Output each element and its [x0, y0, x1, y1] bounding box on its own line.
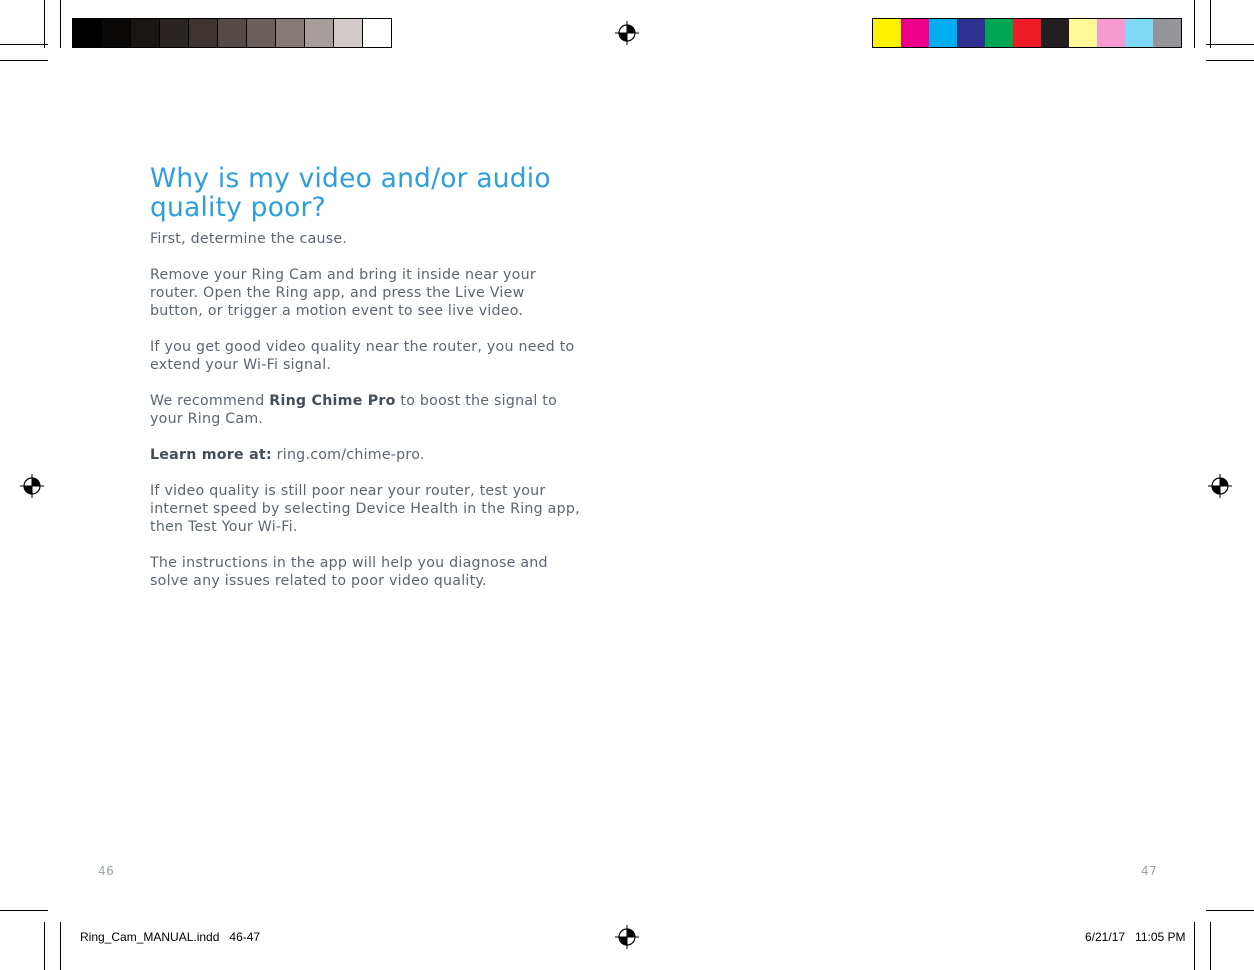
paragraph-intro: First, determine the cause. — [150, 231, 348, 247]
grey-swatch-10 — [333, 19, 362, 47]
recommend-text-pre: We recommend — [150, 393, 270, 409]
crop-mark — [1210, 922, 1211, 970]
grey-swatch-3 — [130, 19, 159, 47]
grey-swatch-4 — [159, 19, 188, 47]
grey-swatch-8 — [275, 19, 304, 47]
registration-target-icon — [1208, 474, 1232, 498]
grey-swatch-2 — [101, 19, 130, 47]
paragraph-test-near-router: Remove your Ring Cam and bring it inside near your router. Open the Ring app, and press the Live View button, or trigger a motion event to see live video. — [150, 267, 536, 319]
grey-swatch-7 — [246, 19, 275, 47]
color-swatch-5 — [985, 19, 1013, 47]
faq-heading: Why is my video and/or audio quality poor? — [150, 163, 551, 223]
slug-timestamp: 6/21/17 11:05 PM — [1085, 930, 1186, 944]
paragraph-recommend — [150, 392, 580, 428]
crop-mark — [1206, 910, 1254, 911]
paragraph-test-speed: If video quality is still poor near your router, test your internet speed by selecting Device Health in the Ring app, then Test Your Wi-Fi. — [150, 483, 580, 535]
crop-mark — [1206, 60, 1254, 61]
learn-more-label: Learn more at: — [150, 447, 272, 463]
crop-mark — [1210, 0, 1211, 48]
color-swatch-9 — [1097, 19, 1125, 47]
paragraph-diagnose: The instructions in the app will help you diagnose and solve any issues related to poor video quality. — [150, 555, 548, 589]
grey-swatch-11 — [362, 19, 391, 47]
crop-mark — [1194, 0, 1195, 48]
recommend-text-post: to boost the signal to your Ring Cam. — [150, 393, 558, 427]
crop-mark — [0, 60, 48, 61]
page-number-left: 46 — [98, 864, 115, 878]
crop-mark — [60, 922, 61, 970]
color-swatch-8 — [1069, 19, 1097, 47]
registration-target-icon — [20, 474, 44, 498]
grayscale-color-bar — [72, 18, 392, 48]
product-name-chime-pro: Ring Chime Pro — [269, 393, 396, 409]
grey-swatch-9 — [304, 19, 333, 47]
color-swatch-1 — [873, 19, 901, 47]
paragraph-learn-more — [150, 446, 580, 464]
process-color-bar — [872, 18, 1182, 48]
color-swatch-7 — [1041, 19, 1069, 47]
page-number-right: 47 — [1141, 864, 1158, 878]
color-swatch-4 — [957, 19, 985, 47]
crop-mark — [60, 0, 61, 48]
grey-swatch-5 — [188, 19, 217, 47]
crop-mark — [0, 44, 48, 45]
registration-target-icon — [615, 925, 639, 949]
crop-mark — [0, 910, 48, 911]
crop-mark — [44, 922, 45, 970]
color-swatch-11 — [1153, 19, 1181, 47]
crop-mark — [1206, 44, 1254, 45]
color-swatch-2 — [901, 19, 929, 47]
paragraph-extend-wifi: If you get good video quality near the router, you need to extend your Wi-Fi signal. — [150, 339, 575, 373]
slug-filename: Ring_Cam_MANUAL.indd 46-47 — [80, 930, 261, 944]
faq-section — [150, 164, 580, 608]
color-swatch-6 — [1013, 19, 1041, 47]
crop-mark — [1194, 922, 1195, 970]
grey-swatch-6 — [217, 19, 246, 47]
crop-mark — [44, 0, 45, 48]
color-swatch-3 — [929, 19, 957, 47]
learn-more-url: ring.com/chime-pro. — [271, 447, 425, 463]
color-swatch-10 — [1125, 19, 1153, 47]
registration-target-icon — [615, 21, 639, 45]
grey-swatch-1 — [73, 19, 101, 47]
